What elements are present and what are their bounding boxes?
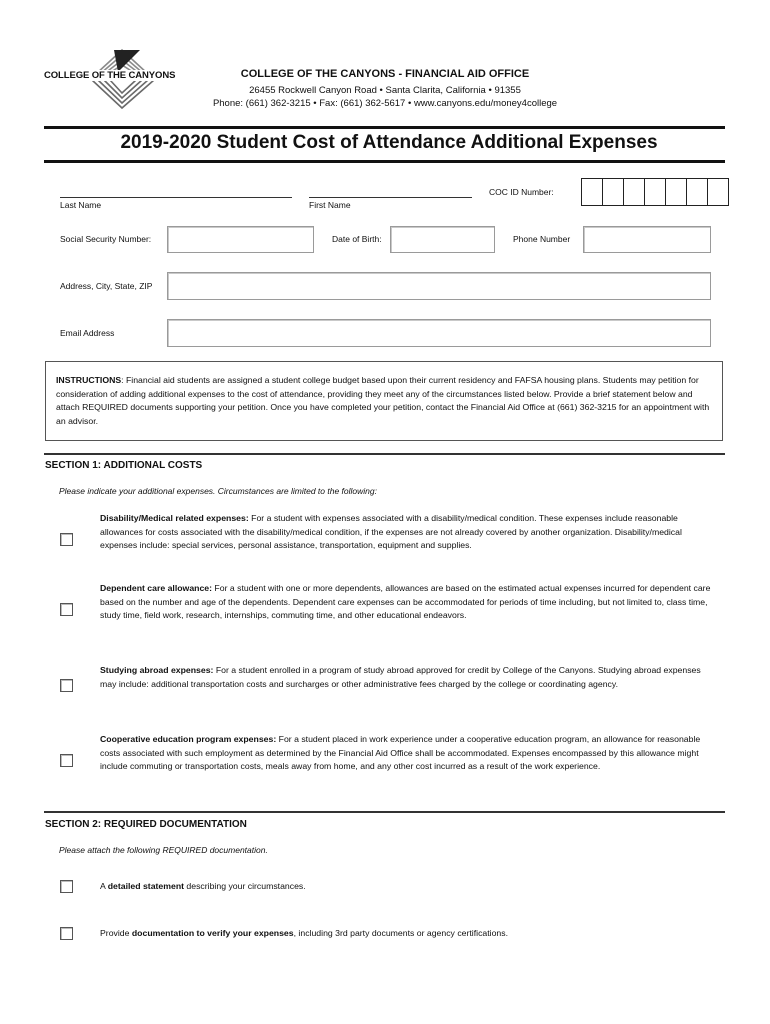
item-heading: Studying abroad expenses: [100, 665, 214, 675]
page-title: 2019-2020 Student Cost of Attendance Additional Expenses [120, 132, 658, 153]
coc-id-digit-box[interactable] [686, 178, 708, 206]
address-label: Address, City, State, ZIP [60, 281, 153, 291]
item-body: For a student with expenses associated with a disability/medical condition. These expenses include reasonable allowances for costs associated with the disability/medical condition, if the expenses are not already covered by another organization. Disability/medical expenses include: special services, personal assistance, transportation, equipment and supplies. [100, 513, 682, 551]
phone-label: Phone Number [513, 234, 571, 244]
ssn-field[interactable] [167, 226, 314, 253]
header-divider-top [44, 126, 725, 129]
instructions-heading: INSTRUCTIONS [56, 375, 122, 385]
detailed-statement-checkbox[interactable] [60, 880, 73, 893]
phone-field[interactable] [583, 226, 711, 253]
address-field[interactable] [167, 272, 711, 300]
item-text-bold: documentation to verify your expenses [131, 928, 294, 938]
ssn-label: Social Security Number: [60, 234, 152, 244]
coop-education-item [100, 733, 712, 774]
coc-id-label: COC ID Number: [489, 187, 554, 197]
item-text-pre: Provide [100, 928, 132, 938]
item-text-post: , including 3rd party documents or agency certifications. [293, 928, 509, 938]
disability-medical-item [100, 512, 712, 553]
section2-note: Please attach the following REQUIRED documentation. [59, 845, 268, 855]
item-heading: Disability/Medical related expenses: [100, 513, 249, 523]
item-heading: Cooperative education program expenses: [100, 734, 277, 744]
dob-field[interactable] [390, 226, 495, 253]
coc-id-digit-box[interactable] [623, 178, 645, 206]
section1-title: SECTION 1: ADDITIONAL COSTS [45, 460, 203, 471]
coc-id-digit-box[interactable] [707, 178, 729, 206]
coc-id-digit-box[interactable] [665, 178, 687, 206]
email-label: Email Address [60, 328, 115, 338]
disability-medical-checkbox[interactable] [60, 533, 73, 546]
email-field[interactable] [167, 319, 711, 347]
expense-documentation-checkbox[interactable] [60, 927, 73, 940]
section1-note: Please indicate your additional expenses. Circumstances are limited to the following: [59, 486, 377, 496]
office-contact: Phone: (661) 362-3215 • Fax: (661) 362-5617 • www.canyons.edu/money4college [212, 98, 558, 109]
section1-divider [44, 453, 725, 455]
coc-id-digit-box[interactable] [644, 178, 666, 206]
item-body: For a student enrolled in a program of study abroad approved for credit by College of the Canyons. Studying abroad expenses may include: additional transportation costs and surcharges or other administrative fees charged by the college or coordinating agency. [100, 665, 701, 689]
instructions-text [56, 374, 714, 428]
coop-education-checkbox[interactable] [60, 754, 73, 767]
last-name-field[interactable] [60, 197, 292, 198]
item-body: For a student with one or more dependents, allowances are based on the estimated actual expenses incurred for dependent care based on the number and age of the dependents. Dependent care expenses can be accommodated for periods of time including, but not limited to, class time, study time, field work, research, internships, commuting time, and other educational endeavors. [100, 583, 711, 621]
item-body: For a student placed in work experience under a cooperative education program, an allowance for reasonable costs associated with such employment as determined by the Financial Aid Office shall be accommodated. Expenses encompassed by this allowance might include commuting or transportation costs, meals away from home, and any other cost incurred as a result of the work experience. [100, 734, 701, 772]
dob-label: Date of Birth: [332, 234, 382, 244]
detailed-statement-item [100, 881, 306, 891]
instructions-body: : Financial aid students are assigned a student college budget based upon their current residency and FAFSA housing plans. Students may petition for consideration of adding additional expenses to the cost of attendance, providing they meet any of the circumstances listed below. Provide a brief statement below and attach REQUIRED documents supporting your petition. Once you have completed your petition, contact the Financial Aid Office at (661) 362-3215 for an appointment with an advisor. [56, 375, 710, 426]
office-address: 26455 Rockwell Canyon Road • Santa Clarita, California • 91355 [249, 85, 521, 96]
coc-id-digit-box[interactable] [581, 178, 603, 206]
item-text-post: describing your circumstances. [184, 881, 306, 891]
study-abroad-item [100, 664, 712, 691]
item-text-pre: A [100, 881, 108, 891]
item-text-bold: detailed statement [107, 881, 185, 891]
first-name-label: First Name [309, 200, 351, 210]
coc-id-digit-box[interactable] [602, 178, 624, 206]
item-heading: Dependent care allowance: [100, 583, 213, 593]
first-name-field[interactable] [309, 197, 472, 198]
last-name-label: Last Name [60, 200, 102, 210]
section2-title: SECTION 2: REQUIRED DOCUMENTATION [45, 819, 247, 830]
dependent-care-item [100, 582, 712, 623]
study-abroad-checkbox[interactable] [60, 679, 73, 692]
coc-id-input[interactable] [582, 178, 729, 206]
office-title: COLLEGE OF THE CANYONS - FINANCIAL AID OFFICE [240, 68, 530, 80]
header-divider-bottom [44, 160, 725, 163]
section2-divider [44, 811, 725, 813]
expense-documentation-item [100, 928, 508, 938]
logo-wordmark: COLLEGE OF THE CANYONS [44, 70, 176, 81]
dependent-care-checkbox[interactable] [60, 603, 73, 616]
